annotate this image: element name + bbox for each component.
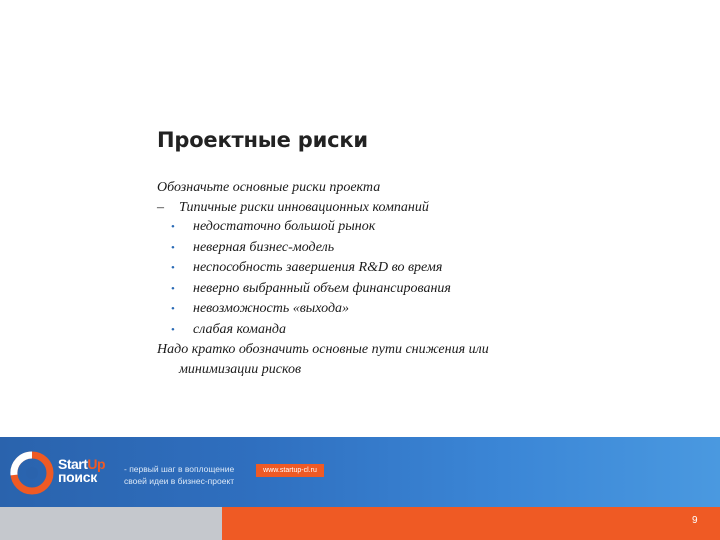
bullet-icon: • [171,241,175,254]
footer-blue-band [0,437,720,507]
footer-orange-strip [222,507,720,540]
footer-banner [0,437,720,540]
bullet-icon: • [171,303,175,315]
list-item-text: неверно выбранный объем финансирования [193,280,451,296]
tagline-line-1: - первый шаг в воплощение [124,464,235,474]
list-item-text: невозможность «выхода» [193,301,350,316]
list-item-text: недостаточно большой рынок [193,219,376,234]
bullet-icon: • [171,282,175,295]
list-item [157,279,597,300]
list-item [157,320,597,341]
slide-body [157,178,597,379]
list-item-text: неспособность завершения R&D во время [193,260,443,275]
sub-heading-line [157,198,597,218]
website-link[interactable]: www.startup-cl.ru [256,464,324,477]
footer-gray-strip [0,507,222,540]
page-number: 9 [692,515,698,526]
note-line-1: Надо кратко обозначить основные пути снижения или [157,342,489,357]
list-item [157,299,597,320]
list-item [157,258,597,279]
brand-up: Up [87,456,106,472]
list-item-text: слабая команда [193,321,286,337]
footer-bottom-band [0,507,720,540]
list-item-text: неверная бизнес-модель [193,239,335,255]
tagline-line-2: своей идеи в бизнес-проект [124,476,235,486]
slide-title: Проектные риски [157,128,368,152]
bullet-icon: • [171,262,175,274]
list-item [157,238,597,259]
bullet-icon: • [171,323,175,336]
tagline [124,463,234,487]
dash-marker: – [157,199,164,215]
brand-name [58,458,105,484]
brand-start: Start [58,456,88,472]
sub-heading: Типичные риски инновационных компаний [179,199,429,215]
note-line-2: минимизации рисков [179,361,302,377]
brand-bottom: поиск [58,469,97,485]
startup-logo-icon [10,451,54,495]
bullet-icon: • [171,221,175,233]
intro-text: Обозначьте основные риски проекта [157,180,381,195]
list-item [157,217,597,238]
